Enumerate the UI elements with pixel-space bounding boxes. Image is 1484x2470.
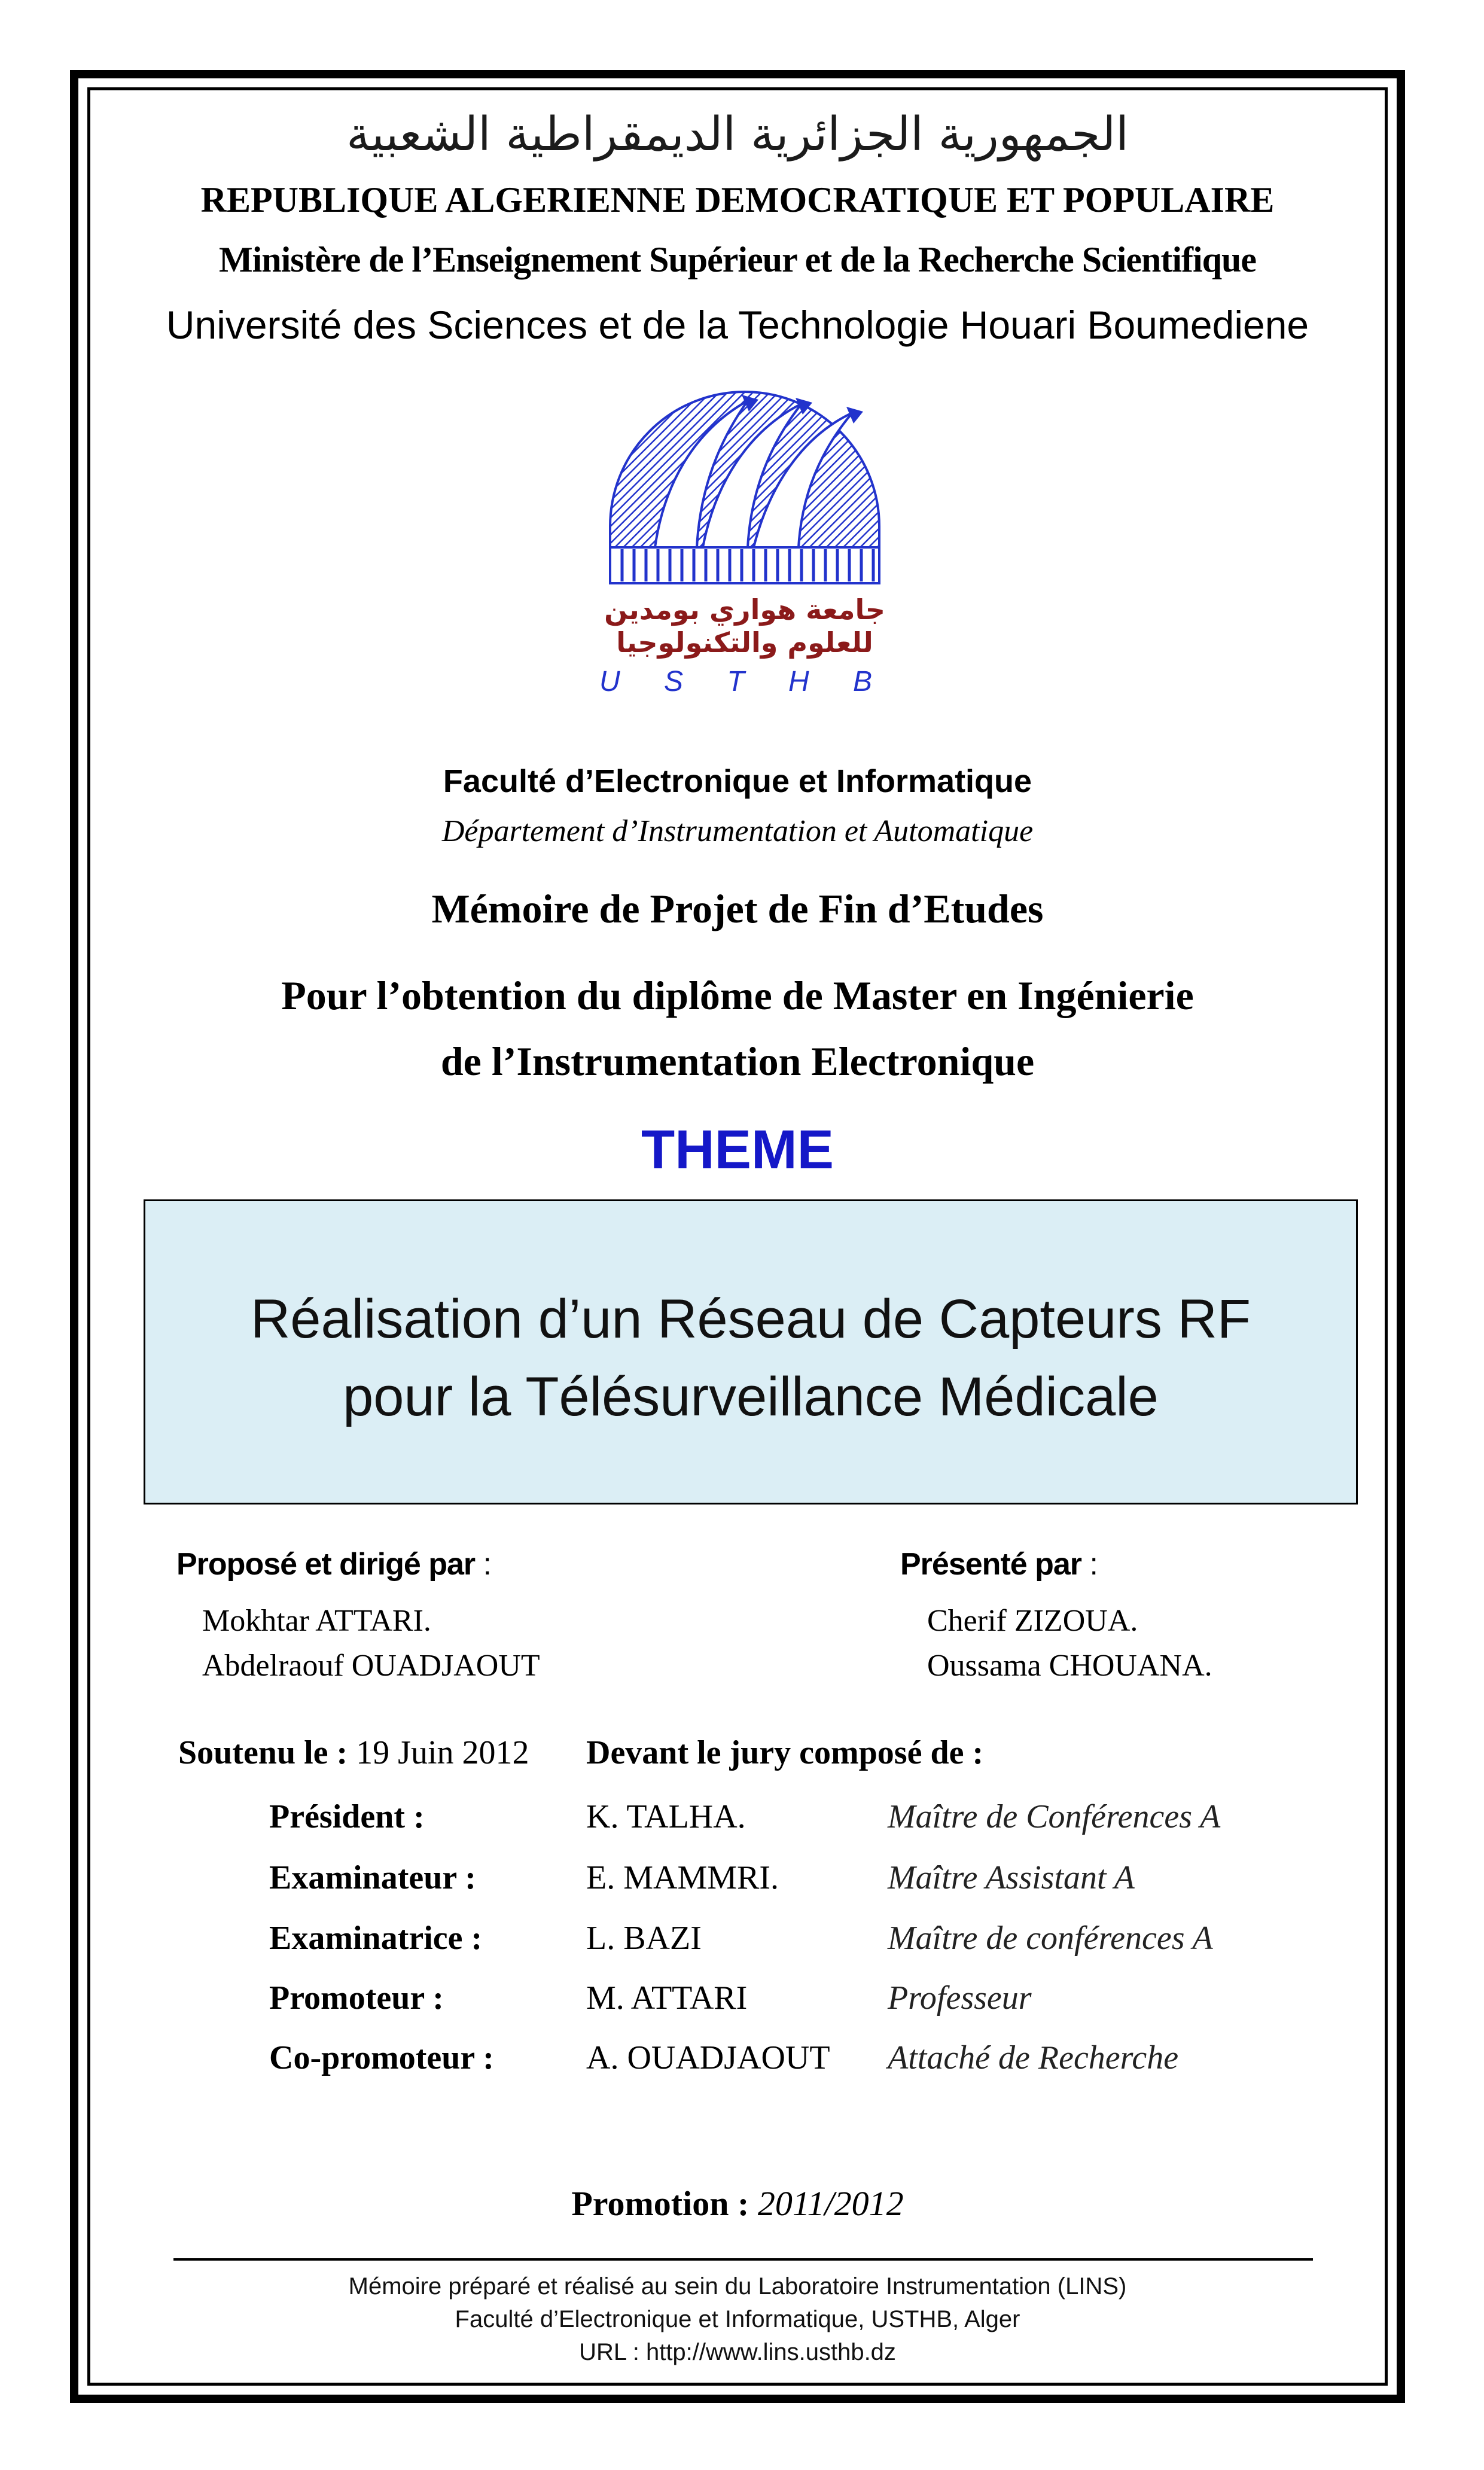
obtention-line-2: de l’Instrumentation Electronique xyxy=(440,1038,1035,1084)
jury-title: Attaché de Recherche xyxy=(888,2039,1179,2076)
jury-role: Promoteur : xyxy=(269,1979,444,2017)
jury-name: A. OUADJAOUT xyxy=(586,2039,830,2076)
promotion: Promotion : 2011/2012 xyxy=(571,2184,904,2223)
jury-title: Maître de conférences A xyxy=(888,1920,1213,1957)
footer-faculty: Faculté d’Electronique et Informatique, USTHB, Alger xyxy=(455,2306,1020,2332)
logo-acronym: U S T H B xyxy=(599,666,891,698)
theme-label: THEME xyxy=(641,1119,834,1180)
ministry-heading: Ministère de l’Enseignement Supérieur et de la Recherche Scientifique xyxy=(218,240,1257,279)
logo-arabic-line2: للعلوم والتكنولوجيا xyxy=(616,626,873,659)
footer-url[interactable]: URL : http://www.lins.usthb.dz xyxy=(579,2339,896,2365)
supervisors-label: Proposé et dirigé par : xyxy=(176,1547,492,1582)
jury-name: M. ATTARI xyxy=(586,1979,748,2017)
jury-role: Co-promoteur : xyxy=(269,2039,494,2076)
jury-title: Professeur xyxy=(888,1979,1032,2017)
jury-title: Maître de Conférences A xyxy=(888,1798,1221,1835)
supervisor-name-2: Abdelraouf OUADJAOUT xyxy=(202,1649,540,1683)
students-label: Présenté par : xyxy=(900,1547,1098,1582)
jury-label: Devant le jury composé de : xyxy=(586,1734,984,1771)
memoire-title: Mémoire de Projet de Fin d’Etudes xyxy=(431,886,1044,931)
jury-role: Président : xyxy=(269,1798,425,1835)
supervisor-name-1: Mokhtar ATTARI. xyxy=(202,1604,431,1638)
republic-heading: REPUBLIQUE ALGERIENNE DEMOCRATIQUE ET POPULAIRE xyxy=(200,180,1275,220)
department-name: Département d’Instrumentation et Automatique xyxy=(441,814,1034,848)
student-name-1: Cherif ZIZOUA. xyxy=(927,1604,1138,1638)
jury-name: L. BAZI xyxy=(586,1920,702,1957)
university-heading: Université des Sciences et de la Technologie Houari Boumediene xyxy=(166,303,1309,347)
theme-title-line-1: Réalisation d’un Réseau de Capteurs RF xyxy=(250,1289,1251,1350)
footer-lab: Mémoire préparé et réalisé au sein du Laboratoire Instrumentation (LINS) xyxy=(348,2273,1127,2300)
student-name-2: Oussama CHOUANA. xyxy=(927,1649,1212,1683)
faculty-name: Faculté d’Electronique et Informatique xyxy=(443,763,1032,799)
jury-title: Maître Assistant A xyxy=(888,1859,1135,1896)
defense-date: Soutenu le : 19 Juin 2012 xyxy=(178,1734,529,1771)
theme-box xyxy=(144,1199,1358,1504)
jury-name: K. TALHA. xyxy=(586,1798,746,1835)
jury-role: Examinateur : xyxy=(269,1859,476,1896)
obtention-line-1: Pour l’obtention du diplôme de Master en Ingénierie xyxy=(281,973,1194,1018)
arabic-republic-heading: الجمهورية الجزائرية الديمقراطية الشعبية xyxy=(346,108,1129,162)
usthb-logo xyxy=(598,377,891,700)
jury-role: Examinatrice : xyxy=(269,1920,483,1957)
jury-name: E. MAMMRI. xyxy=(586,1859,779,1896)
footer-divider xyxy=(173,2258,1313,2261)
logo-arabic-line1: جامعة هواري بومدين xyxy=(604,593,885,626)
theme-title-line-2: pour la Télésurveillance Médicale xyxy=(343,1366,1159,1427)
